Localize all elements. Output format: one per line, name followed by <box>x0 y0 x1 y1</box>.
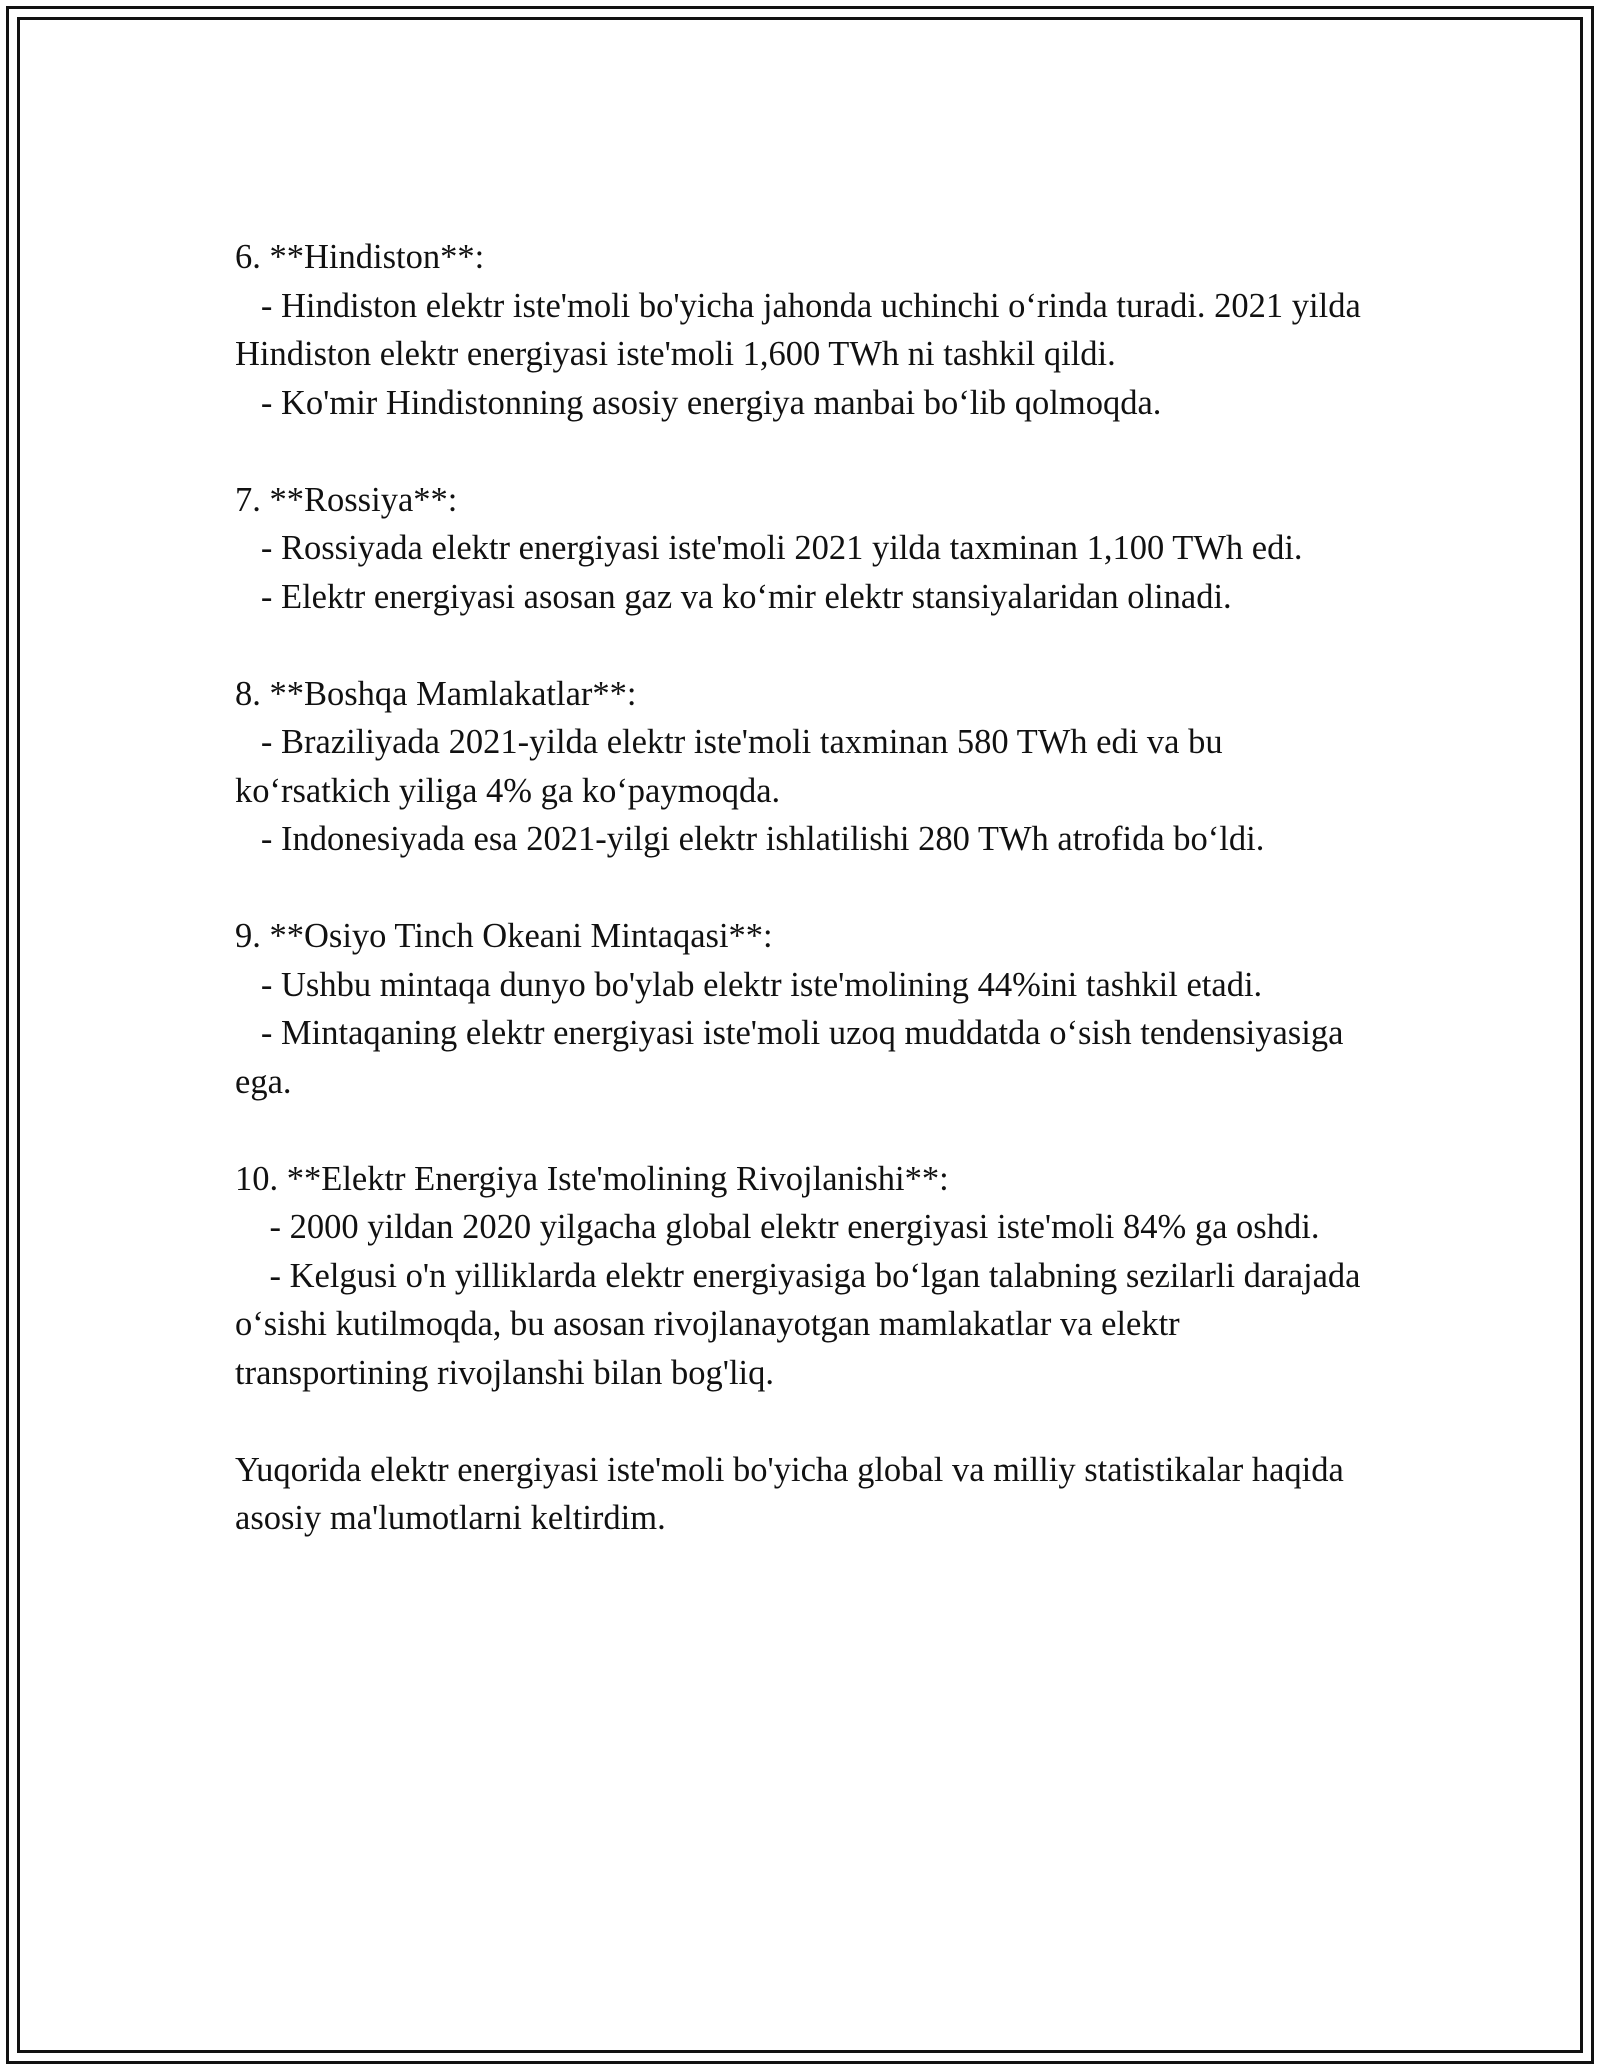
bullet-item: - Ushbu mintaqa dunyo bo'ylab elektr iste'molining 44%ini tashkil etadi. <box>235 965 1263 1004</box>
bullet-item: - Mintaqaning elektr energiyasi iste'moli uzoq muddatda o‘sish tendensiyasiga ega. <box>235 1014 1353 1101</box>
bullet-item: - Hindiston elektr iste'moli bo'yicha jahonda uchinchi o‘rinda turadi. 2021 yilda Hindiston elektr energiyasi iste'moli 1,600 TWh ni tashkil qildi. <box>235 286 1370 373</box>
section-heading: 7. **Rossiya**: <box>235 480 458 519</box>
section-boshqa-mamlakatlar <box>235 670 1375 864</box>
section-rossiya <box>235 476 1375 622</box>
bullet-item: - Braziliyada 2021-yilda elektr iste'moli taxminan 580 TWh edi va bu ko‘rsatkich yiliga 4% ga ko‘paymoqda. <box>235 723 1232 810</box>
section-heading: 8. **Boshqa Mamlakatlar**: <box>235 674 637 713</box>
document-body <box>235 233 1375 1543</box>
bullet-item: - Rossiyada elektr energiyasi iste'moli 2021 yilda taxminan 1,100 TWh edi. <box>235 529 1303 567</box>
bullet-item: - Ko'mir Hindistonning asosiy energiya manbai bo‘lib qolmoqda. <box>235 383 1162 422</box>
section-heading: 9. **Osiyo Tinch Okeani Mintaqasi**: <box>235 917 773 955</box>
section-rivojlanish <box>235 1155 1375 1398</box>
bullet-item: - Kelgusi o'n yilliklarda elektr energiyasiga bo‘lgan talabning sezilarli darajada o‘sishi kutilmoqda, bu asosan rivojlanayotgan mamlakatlar va elektr transportining rivojlanshi bilan bog'liq. <box>235 1256 1370 1392</box>
bullet-item: - Elektr energiyasi asosan gaz va ko‘mir elektr stansiyalaridan olinadi. <box>235 577 1232 616</box>
section-heading: 6. **Hindiston**: <box>235 238 485 276</box>
section-hindiston <box>235 233 1375 427</box>
conclusion-paragraph: Yuqorida elektr energiyasi iste'moli bo'yicha global va milliy statistikalar haqida asosiy ma'lumotlarni keltirdim. <box>235 1450 1353 1537</box>
section-osiyo-tinch-okeani <box>235 912 1375 1106</box>
bullet-item: - 2000 yildan 2020 yilgacha global elektr energiyasi iste'moli 84% ga oshdi. <box>235 1208 1320 1246</box>
bullet-item: - Indonesiyada esa 2021-yilgi elektr ishlatilishi 280 TWh atrofida bo‘ldi. <box>235 820 1265 858</box>
section-heading: 10. **Elektr Energiya Iste'molining Rivojlanishi**: <box>235 1159 949 1198</box>
